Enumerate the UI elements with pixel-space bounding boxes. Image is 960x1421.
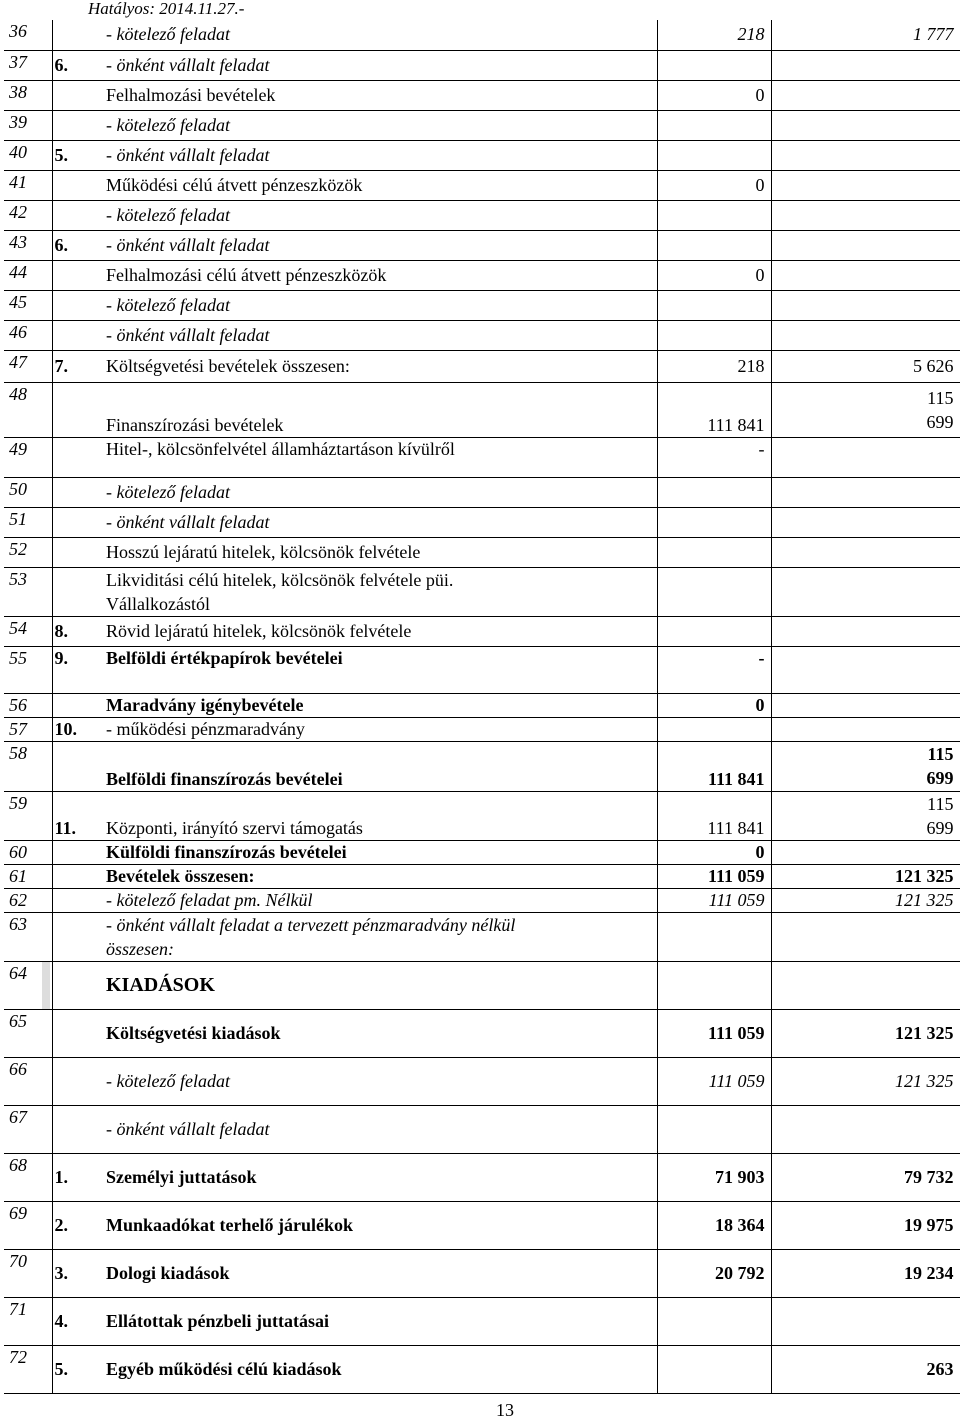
row-description: Költségvetési bevételek összesen:	[102, 350, 657, 382]
row-code: 8.	[52, 616, 102, 646]
row-number: 72	[4, 1345, 52, 1393]
row-description: Munkaadókat terhelő járulékok	[102, 1201, 657, 1249]
row-number: 46	[4, 320, 52, 350]
row-number: 47	[4, 350, 52, 382]
row-description: - kötelező feladat	[102, 477, 657, 507]
value-original	[657, 507, 771, 537]
value-original: 218	[657, 20, 771, 50]
value-modified	[771, 260, 960, 290]
row-description: - működési pénzmaradvány	[102, 717, 657, 741]
row-code	[52, 80, 102, 110]
value-original	[657, 1297, 771, 1345]
row-code	[52, 1105, 102, 1153]
value-original	[657, 320, 771, 350]
value-modified: 79 732	[771, 1153, 960, 1201]
row-number: 52	[4, 537, 52, 567]
table-row	[4, 1201, 960, 1249]
row-description: - önként vállalt feladat	[102, 507, 657, 537]
table-row	[4, 80, 960, 110]
value-modified	[771, 80, 960, 110]
value-original	[657, 616, 771, 646]
value-modified	[771, 200, 960, 230]
row-description: Belföldi értékpapírok bevételei	[102, 646, 657, 693]
row-description: - kötelező feladat	[102, 110, 657, 140]
table-row	[4, 1249, 960, 1297]
value-original	[657, 477, 771, 507]
value-original: 111 059	[657, 888, 771, 912]
value-modified	[771, 537, 960, 567]
table-row	[4, 1153, 960, 1201]
row-code	[52, 507, 102, 537]
table-row	[4, 507, 960, 537]
value-modified: 19 975	[771, 1201, 960, 1249]
table-row	[4, 260, 960, 290]
row-code	[52, 1057, 102, 1105]
table-row	[4, 437, 960, 477]
row-number: 65	[4, 1009, 52, 1057]
value-original: 111 841	[657, 791, 771, 840]
document-header	[0, 0, 960, 20]
row-number: 62	[4, 888, 52, 912]
row-description: Belföldi finanszírozás bevételei	[102, 741, 657, 791]
row-number: 56	[4, 693, 52, 717]
row-description: - kötelező feladat	[102, 20, 657, 50]
value-modified: 263	[771, 1345, 960, 1393]
value-original: -	[657, 437, 771, 477]
row-number: 68	[4, 1153, 52, 1201]
value-original: 71 903	[657, 1153, 771, 1201]
value-modified: 1 777	[771, 20, 960, 50]
row-code	[52, 1009, 102, 1057]
row-description: - kötelező feladat	[102, 290, 657, 320]
value-modified: 115 699	[771, 741, 960, 791]
row-code	[52, 864, 102, 888]
table-row	[4, 693, 960, 717]
table-row	[4, 646, 960, 693]
row-code	[52, 437, 102, 477]
table-row	[4, 912, 960, 961]
table-row	[4, 110, 960, 140]
row-description: - önként vállalt feladat a tervezett pénzmaradvány nélkül összesen:	[102, 912, 657, 961]
row-code: 1.	[52, 1153, 102, 1201]
row-description: Költségvetési kiadások	[102, 1009, 657, 1057]
value-modified	[771, 170, 960, 200]
row-number: 48	[4, 382, 52, 437]
row-code	[52, 110, 102, 140]
row-number: 69	[4, 1201, 52, 1249]
row-description: Rövid lejáratú hitelek, kölcsönök felvétele	[102, 616, 657, 646]
row-number: 55	[4, 646, 52, 693]
value-modified	[771, 1297, 960, 1345]
value-modified	[771, 616, 960, 646]
value-original: 111 841	[657, 741, 771, 791]
row-code	[52, 912, 102, 961]
value-original: 0	[657, 840, 771, 864]
row-number: 50	[4, 477, 52, 507]
row-number: 60	[4, 840, 52, 864]
table-row	[4, 1009, 960, 1057]
row-number: 51	[4, 507, 52, 537]
row-code: 2.	[52, 1201, 102, 1249]
row-description: Bevételek összesen:	[102, 864, 657, 888]
value-original	[657, 290, 771, 320]
table-row	[4, 320, 960, 350]
table-row	[4, 200, 960, 230]
row-code	[52, 200, 102, 230]
table-row	[4, 477, 960, 507]
table-row	[4, 840, 960, 864]
value-original	[657, 961, 771, 1009]
value-modified	[771, 912, 960, 961]
table-row	[4, 20, 960, 50]
value-original	[657, 200, 771, 230]
row-code: 5.	[52, 1345, 102, 1393]
value-original: 111 841	[657, 382, 771, 437]
table-row	[4, 230, 960, 260]
value-original	[657, 50, 771, 80]
row-number: 45	[4, 290, 52, 320]
row-number: 70	[4, 1249, 52, 1297]
value-modified: 115 699	[771, 382, 960, 437]
page-number: 13	[496, 1400, 514, 1420]
row-number: 54	[4, 616, 52, 646]
value-original: 0	[657, 80, 771, 110]
row-number: 66	[4, 1057, 52, 1105]
table-row	[4, 170, 960, 200]
row-number: 58	[4, 741, 52, 791]
value-modified: 121 325	[771, 1009, 960, 1057]
row-code	[52, 290, 102, 320]
row-code: 6.	[52, 230, 102, 260]
value-original: 0	[657, 170, 771, 200]
table-row	[4, 350, 960, 382]
value-original: 0	[657, 260, 771, 290]
row-code: 6.	[52, 50, 102, 80]
row-code: 11.	[52, 791, 102, 840]
row-number: 39	[4, 110, 52, 140]
row-code	[52, 840, 102, 864]
row-number: 61	[4, 864, 52, 888]
table-row	[4, 537, 960, 567]
row-code: 5.	[52, 140, 102, 170]
row-number: 43	[4, 230, 52, 260]
table-row	[4, 290, 960, 320]
row-number: 42	[4, 200, 52, 230]
row-code: 10.	[52, 717, 102, 741]
value-original: 0	[657, 693, 771, 717]
value-modified	[771, 646, 960, 693]
row-description: - önként vállalt feladat	[102, 320, 657, 350]
value-modified	[771, 693, 960, 717]
row-code	[52, 741, 102, 791]
value-modified	[771, 961, 960, 1009]
row-description: Maradvány igénybevétele	[102, 693, 657, 717]
value-modified	[771, 290, 960, 320]
value-modified	[771, 1105, 960, 1153]
value-original: 111 059	[657, 864, 771, 888]
row-number: 67	[4, 1105, 52, 1153]
row-description: Külföldi finanszírozás bevételei	[102, 840, 657, 864]
row-description: - önként vállalt feladat	[102, 140, 657, 170]
row-number: 64	[4, 961, 52, 1009]
row-code	[52, 693, 102, 717]
row-description: Felhalmozási célú átvett pénzeszközök	[102, 260, 657, 290]
budget-table-body	[4, 20, 960, 1393]
table-row	[4, 888, 960, 912]
value-original: -	[657, 646, 771, 693]
value-original	[657, 140, 771, 170]
value-original: 18 364	[657, 1201, 771, 1249]
row-number: 37	[4, 50, 52, 80]
row-code	[52, 20, 102, 50]
row-description: Egyéb működési célú kiadások	[102, 1345, 657, 1393]
row-description: KIADÁSOK	[102, 961, 657, 1009]
table-row	[4, 50, 960, 80]
value-modified	[771, 230, 960, 260]
value-original	[657, 1345, 771, 1393]
row-description: - kötelező feladat	[102, 1057, 657, 1105]
value-original: 20 792	[657, 1249, 771, 1297]
table-row	[4, 1105, 960, 1153]
value-original	[657, 717, 771, 741]
row-code	[52, 382, 102, 437]
row-description: Ellátottak pénzbeli juttatásai	[102, 1297, 657, 1345]
value-original: 111 059	[657, 1009, 771, 1057]
value-original	[657, 567, 771, 616]
row-code	[52, 888, 102, 912]
table-row	[4, 864, 960, 888]
row-number: 63	[4, 912, 52, 961]
value-original	[657, 912, 771, 961]
value-modified: 121 325	[771, 888, 960, 912]
row-code	[52, 320, 102, 350]
value-modified: 121 325	[771, 864, 960, 888]
value-modified	[771, 567, 960, 616]
table-row	[4, 717, 960, 741]
value-modified: 115 699	[771, 791, 960, 840]
row-description: - kötelező feladat	[102, 200, 657, 230]
table-row	[4, 1057, 960, 1105]
table-row	[4, 382, 960, 437]
row-code: 3.	[52, 1249, 102, 1297]
row-number: 41	[4, 170, 52, 200]
value-modified	[771, 717, 960, 741]
value-original	[657, 537, 771, 567]
table-row	[4, 1345, 960, 1393]
row-description: - önként vállalt feladat	[102, 50, 657, 80]
row-description: Finanszírozási bevételek	[102, 382, 657, 437]
row-number: 71	[4, 1297, 52, 1345]
row-number: 36	[4, 20, 52, 50]
row-number: 59	[4, 791, 52, 840]
row-code	[52, 477, 102, 507]
row-code	[52, 961, 102, 1009]
row-code	[52, 260, 102, 290]
value-modified	[771, 477, 960, 507]
value-modified	[771, 110, 960, 140]
table-row	[4, 961, 960, 1009]
row-description: Likviditási célú hitelek, kölcsönök felvétele püi. Vállalkozástól	[102, 567, 657, 616]
budget-table	[4, 20, 960, 1394]
value-modified	[771, 320, 960, 350]
row-description: Központi, irányító szervi támogatás	[102, 791, 657, 840]
value-original	[657, 230, 771, 260]
table-row	[4, 567, 960, 616]
table-row	[4, 1297, 960, 1345]
value-original: 111 059	[657, 1057, 771, 1105]
value-modified: 19 234	[771, 1249, 960, 1297]
table-row	[4, 140, 960, 170]
row-code: 4.	[52, 1297, 102, 1345]
value-modified	[771, 50, 960, 80]
row-code	[52, 567, 102, 616]
validity-date: Hatályos: 2014.11.27.-	[88, 0, 245, 18]
row-description: - kötelező feladat pm. Nélkül	[102, 888, 657, 912]
row-description: - önként vállalt feladat	[102, 1105, 657, 1153]
row-code	[52, 537, 102, 567]
value-modified: 121 325	[771, 1057, 960, 1105]
row-number: 57	[4, 717, 52, 741]
value-modified	[771, 507, 960, 537]
row-code	[52, 170, 102, 200]
value-original: 218	[657, 350, 771, 382]
value-original	[657, 110, 771, 140]
row-code: 9.	[52, 646, 102, 693]
row-description: Hosszú lejáratú hitelek, kölcsönök felvétele	[102, 537, 657, 567]
table-row	[4, 616, 960, 646]
row-description: Személyi juttatások	[102, 1153, 657, 1201]
value-original	[657, 1105, 771, 1153]
row-number: 49	[4, 437, 52, 477]
row-description: Hitel-, kölcsönfelvétel államháztartáson kívülről	[102, 437, 657, 477]
table-row	[4, 741, 960, 791]
value-modified: 5 626	[771, 350, 960, 382]
row-description: Működési célú átvett pénzeszközök	[102, 170, 657, 200]
row-description: Felhalmozási bevételek	[102, 80, 657, 110]
value-modified	[771, 840, 960, 864]
row-code: 7.	[52, 350, 102, 382]
row-description: - önként vállalt feladat	[102, 230, 657, 260]
row-number: 44	[4, 260, 52, 290]
row-number: 38	[4, 80, 52, 110]
row-number: 53	[4, 567, 52, 616]
value-modified	[771, 437, 960, 477]
table-row	[4, 791, 960, 840]
row-number: 40	[4, 140, 52, 170]
row-description: Dologi kiadások	[102, 1249, 657, 1297]
value-modified	[771, 140, 960, 170]
